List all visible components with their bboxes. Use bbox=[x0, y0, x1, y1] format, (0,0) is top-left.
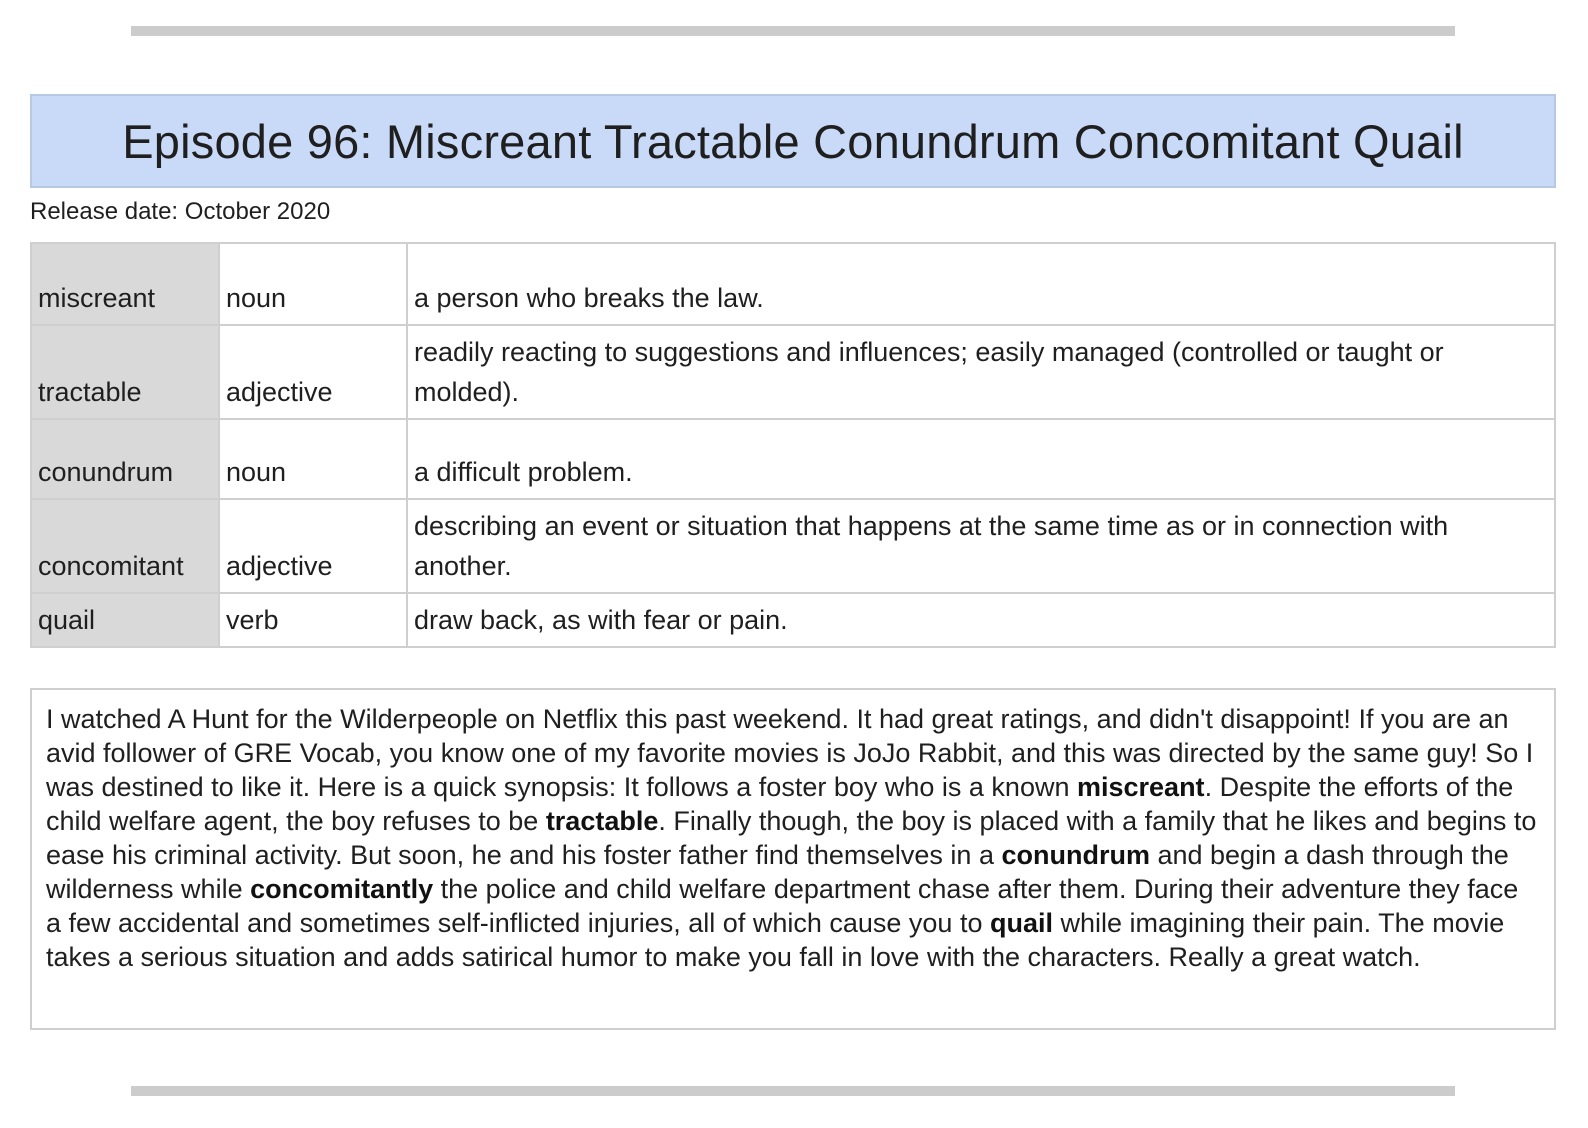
story-text: while imagining their pain. The movie takes a serious situation and adds satirical humor to make you fall in love with the characters. Really a great watch. bbox=[46, 908, 1505, 972]
vocab-row bbox=[31, 593, 1555, 647]
vocab-definition: draw back, as with fear or pain. bbox=[407, 593, 1555, 647]
story-paragraph bbox=[30, 688, 1556, 1030]
vocab-part-of-speech: noun bbox=[219, 419, 407, 499]
release-date: Release date: October 2020 bbox=[30, 198, 331, 225]
vocab-word: miscreant bbox=[31, 243, 219, 325]
story-bold-word: tractable bbox=[545, 806, 659, 836]
story-text: I watched A Hunt for the Wilderpeople on Netflix this past weekend. It had great ratings, and didn't disappoint! If you are an avid follower of GRE Vocab, you know one of my favorite movies is JoJo Rabbit, and this was directed by the same guy! So I was destined to like it. Here is a quick synopsis: It follows a foster boy who is a known bbox=[46, 704, 1534, 802]
story-bold-word: quail bbox=[989, 908, 1053, 938]
story-text: . Despite the efforts of the child welfare agent, the boy refuses to be bbox=[46, 772, 1514, 836]
vocab-part-of-speech: adjective bbox=[219, 325, 407, 419]
vocab-row bbox=[31, 499, 1555, 593]
story-bold-word: concomitantly bbox=[250, 874, 434, 904]
story-bold-word: conundrum bbox=[1001, 840, 1150, 870]
vocab-definition: readily reacting to suggestions and influences; easily managed (controlled or taught or molded). bbox=[407, 325, 1555, 419]
vocab-row bbox=[31, 243, 1555, 325]
vocab-word: concomitant bbox=[31, 499, 219, 593]
vocab-row bbox=[31, 325, 1555, 419]
story-text: the police and child welfare department chase after them. During their adventure they face a few accidental and sometimes self-inflicted injuries, all of which cause you to bbox=[46, 874, 1519, 938]
story-bold-word: miscreant bbox=[1076, 772, 1205, 802]
vocab-definition: a person who breaks the law. bbox=[407, 243, 1555, 325]
vocab-definition: a difficult problem. bbox=[407, 419, 1555, 499]
top-divider bbox=[131, 26, 1455, 36]
vocab-word: quail bbox=[31, 593, 219, 647]
vocab-row bbox=[31, 419, 1555, 499]
vocab-word: tractable bbox=[31, 325, 219, 419]
vocab-table bbox=[30, 242, 1556, 648]
title-banner bbox=[30, 94, 1556, 188]
vocab-part-of-speech: noun bbox=[219, 243, 407, 325]
page-title: Episode 96: Miscreant Tractable Conundrum Concomitant Quail bbox=[122, 114, 1464, 168]
story-text: and begin a dash through the wilderness while bbox=[46, 840, 1509, 904]
vocab-word: conundrum bbox=[31, 419, 219, 499]
bottom-divider bbox=[131, 1086, 1455, 1096]
vocab-part-of-speech: adjective bbox=[219, 499, 407, 593]
story-text: . Finally though, the boy is placed with a family that he likes and begins to ease his criminal activity. But soon, he and his foster father find themselves in a bbox=[46, 806, 1537, 870]
vocab-definition: describing an event or situation that happens at the same time as or in connection with another. bbox=[407, 499, 1555, 593]
vocab-part-of-speech: verb bbox=[219, 593, 407, 647]
